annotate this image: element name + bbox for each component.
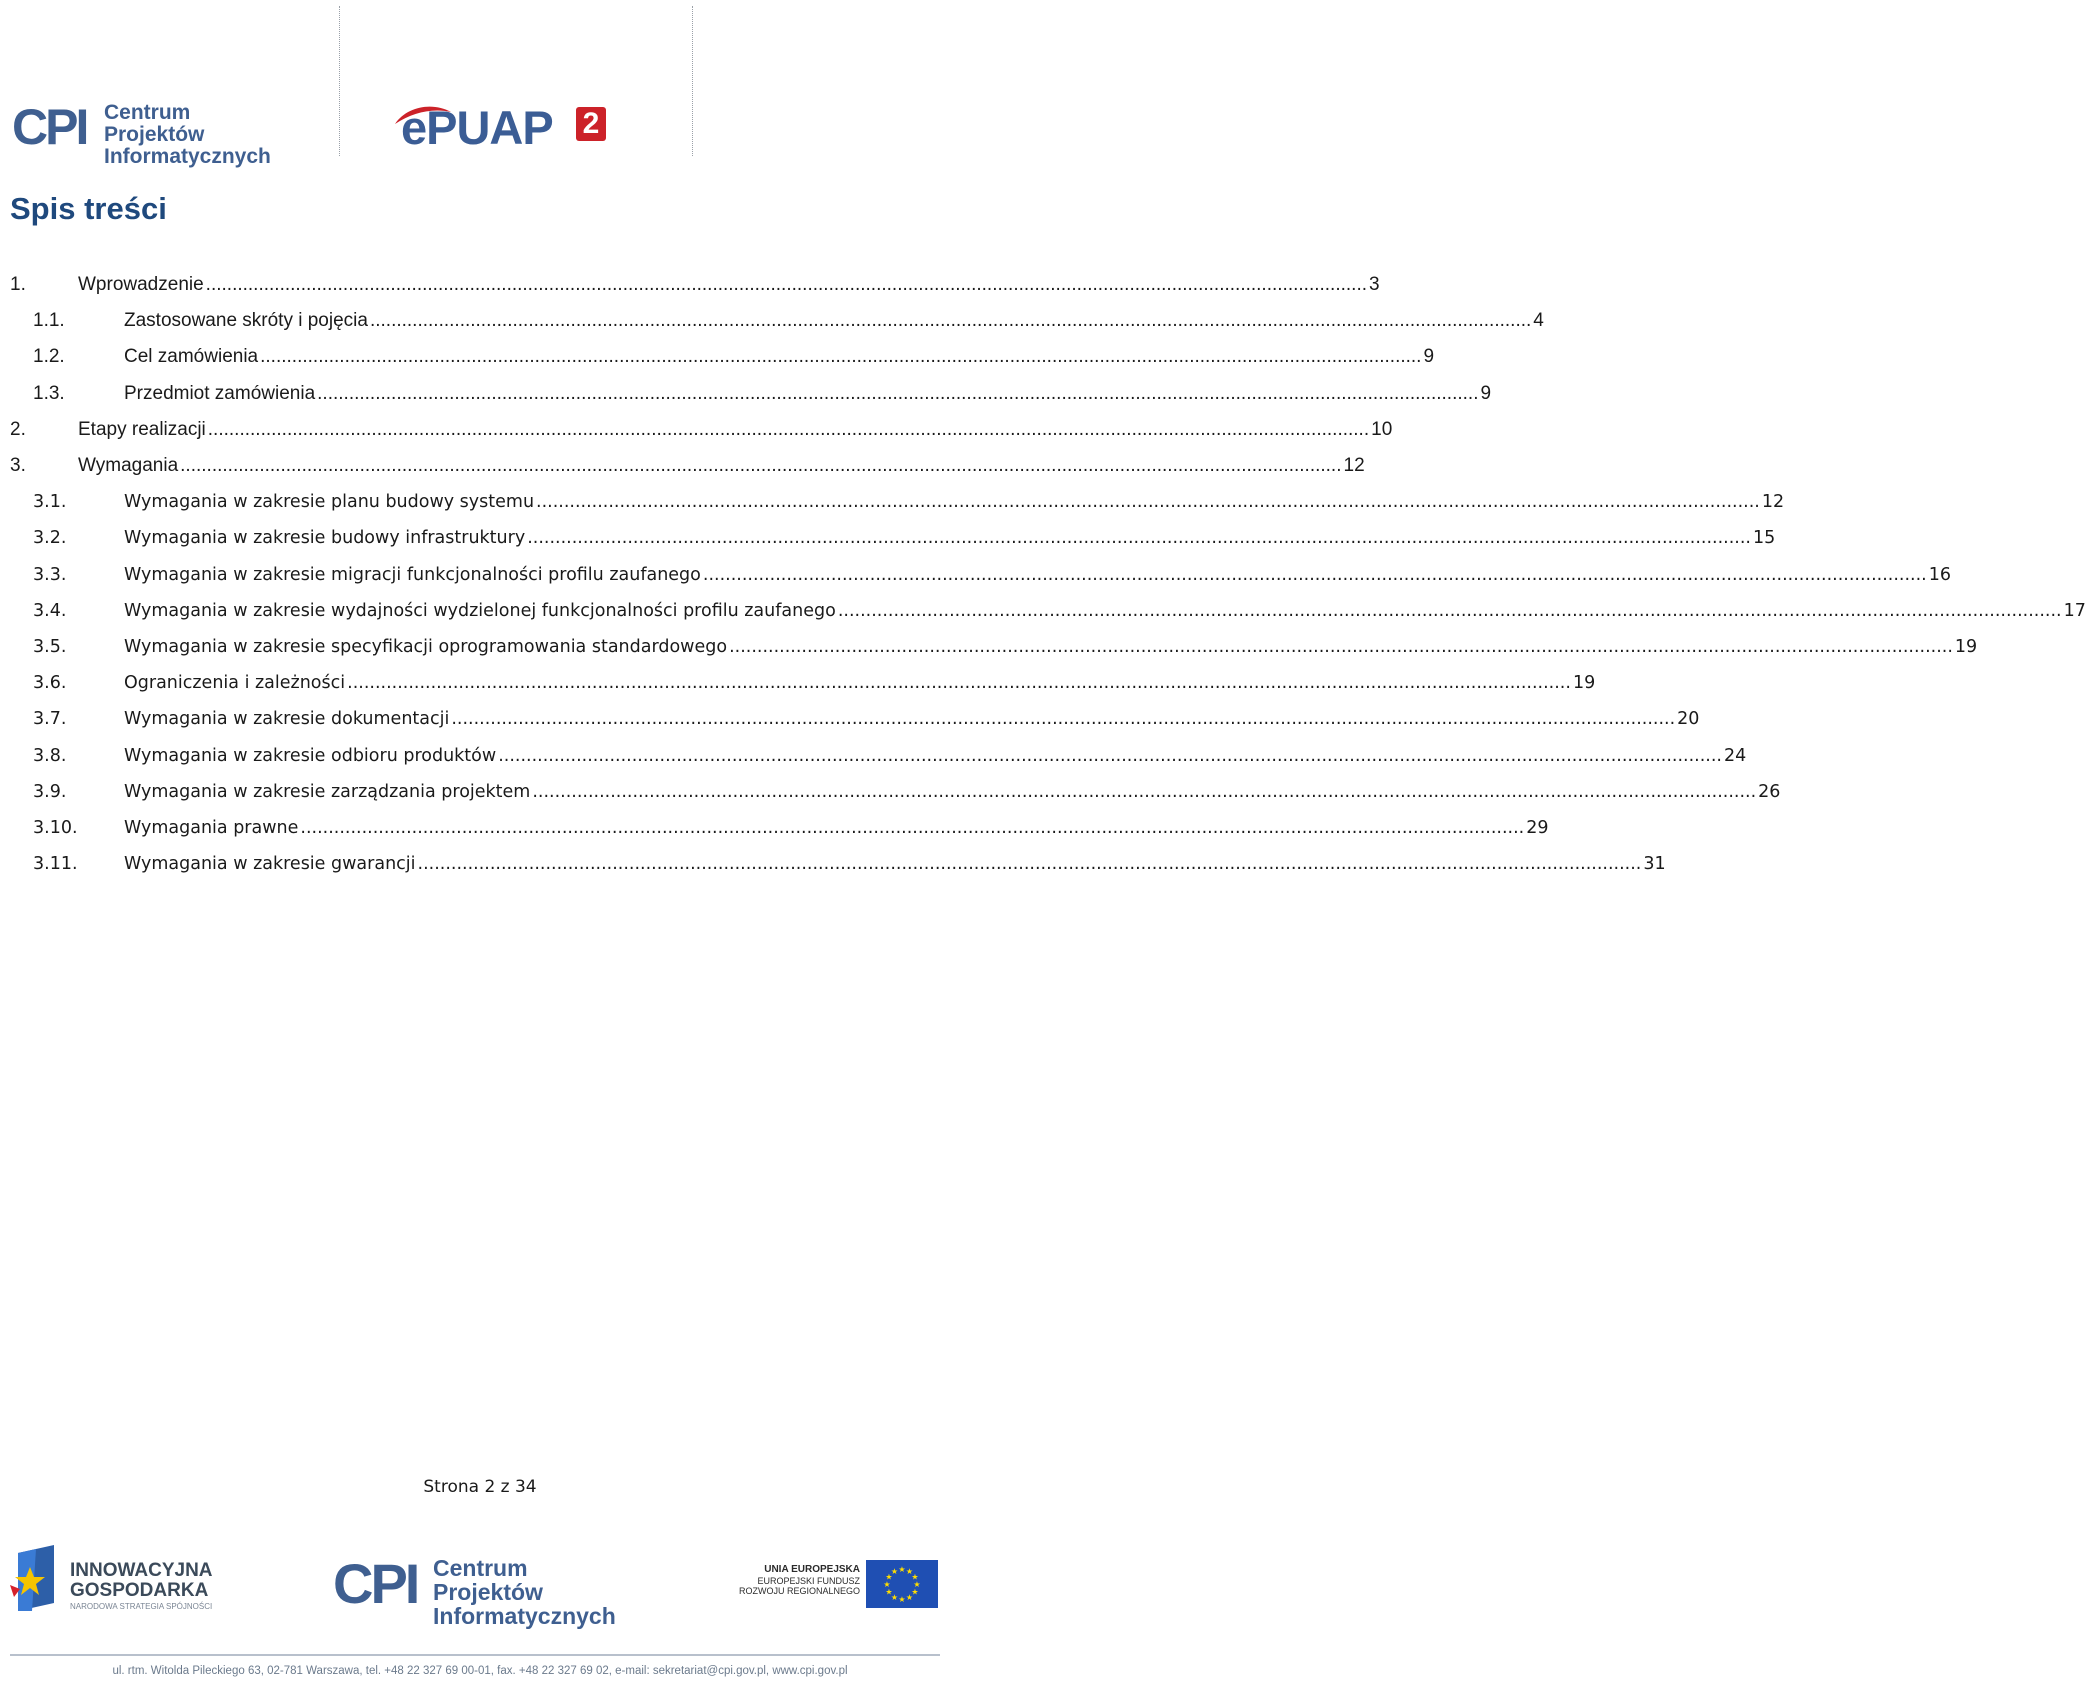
- toc-entry-title: Wymagania w zakresie gwarancji: [124, 854, 416, 874]
- cpi-logo-text: [433, 1556, 633, 1628]
- toc-entry-title: Wymagania: [78, 455, 179, 476]
- toc-entry-leader: ............................................................................................................................................................................................................................: [451, 709, 1676, 729]
- eu-star-icon: ★: [885, 1572, 893, 1582]
- eu-star-icon: ★: [883, 1580, 891, 1589]
- toc-entry[interactable]: [0, 632, 1978, 662]
- eu-star-icon: ★: [890, 1567, 899, 1576]
- toc-entry[interactable]: [0, 560, 1951, 590]
- toc-entry-title: Wymagania w zakresie wydajności wydzielonej funkcjonalności profilu zaufanego: [124, 601, 836, 621]
- epuap-header-logo: [393, 101, 618, 154]
- toc-entry-leader: ............................................................................................................................................................................................................................: [729, 637, 1953, 657]
- cpi-logo-line2: Informatycznych: [104, 145, 271, 169]
- cpi-logo-line1: Centrum Projektów: [104, 101, 205, 147]
- toc-entry-page: 12: [1761, 492, 1785, 512]
- eu-star-icon: ★: [905, 1593, 914, 1602]
- toc-entry-title: Wymagania w zakresie migracji funkcjonalności profilu zaufanego: [124, 565, 701, 585]
- toc-entry-title: Wymagania w zakresie odbioru produktów: [124, 746, 497, 766]
- toc-entry-leader: ............................................................................................................................................................................................................................: [532, 782, 1757, 802]
- cpi-logo-line2: Informatycznych: [433, 1603, 616, 1630]
- toc-entry[interactable]: [0, 342, 1435, 372]
- toc-entry[interactable]: [0, 379, 1492, 409]
- toc-entry-number: 1.2.: [33, 346, 65, 367]
- toc-entry-number: 3.9.: [33, 782, 67, 802]
- toc-entry-page: 12: [1343, 455, 1365, 476]
- toc-entry-title: Przedmiot zamówienia: [124, 383, 316, 404]
- ig-line2: GOSPODARKA: [70, 1580, 209, 1601]
- eu-star-icon: ★: [911, 1572, 919, 1582]
- toc-entry-page: 3: [1369, 274, 1380, 295]
- toc-entry-number: 3.1.: [33, 492, 67, 512]
- toc-entry-title: Wprowadzenie: [78, 274, 204, 295]
- cpi-logo-line1: Centrum Projektów: [433, 1555, 543, 1606]
- eu-star-icon: ★: [890, 1593, 899, 1602]
- ig-line1: INNOWACYJNA: [70, 1560, 213, 1581]
- toc-entry[interactable]: [0, 596, 2086, 626]
- toc-entry-leader: ............................................................................................................................................................................................................................: [702, 565, 1927, 585]
- toc-entry-page: 10: [1371, 419, 1393, 440]
- toc-entry-leader: ............................................................................................................................................................................................................................: [527, 528, 1751, 548]
- epuap-logo-number: 2: [576, 107, 606, 141]
- toc-entry-title: Wymagania w zakresie specyfikacji oprogramowania standardowego: [124, 637, 728, 657]
- toc-entry[interactable]: [0, 270, 1380, 300]
- eu-flag-icon: [866, 1560, 938, 1608]
- ig-flag-icon: [10, 1545, 62, 1615]
- toc-entry-leader: ............................................................................................................................................................................................................................: [837, 601, 2062, 621]
- eu-star-icon: ★: [905, 1567, 914, 1576]
- toc-entry-page: 16: [1928, 565, 1951, 585]
- toc-entry[interactable]: [0, 777, 1781, 807]
- cpi-logo-mark: CPI: [333, 1552, 418, 1615]
- toc-entry-title: Ograniczenia i zależności: [124, 673, 346, 693]
- toc-entry-page: 9: [1423, 346, 1435, 367]
- toc-entry-page: 19: [1954, 637, 1978, 657]
- toc-entry[interactable]: [0, 741, 1747, 771]
- toc-entry[interactable]: [0, 415, 1393, 445]
- toc-entry[interactable]: [0, 704, 1700, 734]
- epuap-logo-text: ePUAP: [401, 101, 553, 154]
- toc-entry-number: 3.10.: [33, 818, 78, 838]
- toc-entry[interactable]: [0, 451, 1365, 481]
- header-separator: [339, 6, 340, 156]
- toc-entry-number: 3.2.: [33, 528, 67, 548]
- toc-entry-page: 4: [1533, 310, 1544, 331]
- toc-entry-title: Wymagania w zakresie dokumentacji: [124, 709, 450, 729]
- toc-entry-number: 3.4.: [33, 601, 67, 621]
- toc-entry-leader: ............................................................................................................................................................................................................................: [347, 673, 1571, 693]
- toc-entry-page: 9: [1480, 383, 1492, 404]
- toc-entry-leader: ............................................................................................................................................................................................................................: [498, 746, 1722, 766]
- ue-line2: EUROPEJSKI FUNDUSZ: [757, 1575, 860, 1586]
- eu-star-icon: ★: [911, 1587, 919, 1597]
- toc-entry-number: 3.7.: [33, 709, 67, 729]
- toc-entry-page: 19: [1572, 673, 1596, 693]
- toc-entry[interactable]: [0, 668, 1596, 698]
- innowacyjna-gospodarka-logo: [10, 1545, 230, 1615]
- eu-star-icon: ★: [898, 1565, 906, 1574]
- toc-entry-title: Etapy realizacji: [78, 419, 206, 440]
- toc-entry-title: Wymagania prawne: [124, 818, 299, 838]
- toc-entry-page: 20: [1677, 709, 1700, 729]
- page-title: Spis treści: [10, 191, 167, 226]
- toc-entry-page: 29: [1526, 818, 1549, 838]
- toc-entry-leader: ............................................................................................................................................................................................................................: [317, 383, 1479, 404]
- toc-entry-title: Cel zamówienia: [124, 346, 259, 367]
- ue-line1: UNIA EUROPEJSKA: [764, 1564, 860, 1575]
- toc-entry-title: Wymagania w zakresie budowy infrastruktury: [124, 528, 526, 548]
- toc-entry-number: 1.3.: [33, 383, 65, 404]
- unia-europejska-logo: [720, 1560, 940, 1610]
- toc-entry-number: 3.11.: [33, 854, 78, 874]
- cpi-footer-logo: [333, 1552, 633, 1630]
- toc-entry-leader: ............................................................................................................................................................................................................................: [180, 455, 1342, 476]
- toc-entry[interactable]: [0, 849, 1666, 879]
- toc-entry-title: Zastosowane skróty i pojęcia: [124, 310, 368, 331]
- toc-entry-number: 1.: [10, 274, 26, 295]
- toc-entry-leader: ............................................................................................................................................................................................................................: [260, 346, 1422, 367]
- toc-entry-leader: ............................................................................................................................................................................................................................: [300, 818, 1525, 838]
- cpi-logo-text: [104, 102, 282, 168]
- toc-entry[interactable]: [0, 306, 1544, 336]
- toc-entry-page: 26: [1758, 782, 1781, 802]
- toc-entry-title: Wymagania w zakresie planu budowy systemu: [124, 492, 535, 512]
- toc-entry[interactable]: [0, 487, 1785, 517]
- toc-entry-number: 3.5.: [33, 637, 67, 657]
- footer-address: ul. rtm. Witolda Pileckiego 63, 02-781 Warszawa, tel. +48 22 327 69 00-01, fax. +48 22 327 69 02, e-mail: sekretariat@cpi.gov.pl, www.cpi.gov.pl: [112, 1665, 848, 1677]
- toc-entry-page: 31: [1643, 854, 1666, 874]
- toc-entry-number: 3.3.: [33, 565, 67, 585]
- header-separator: [692, 6, 693, 156]
- footer-rule: [10, 1654, 940, 1656]
- toc-entry-number: 2.: [10, 419, 26, 440]
- eu-star-icon: ★: [885, 1587, 893, 1597]
- eu-star-icon: ★: [898, 1595, 906, 1604]
- toc-entry-number: 3.: [10, 455, 26, 476]
- toc-entry[interactable]: [0, 813, 1549, 843]
- toc-entry-title: Wymagania w zakresie zarządzania projektem: [124, 782, 531, 802]
- cpi-logo-mark: CPI: [12, 99, 87, 155]
- toc-entry-leader: ............................................................................................................................................................................................................................: [205, 274, 1368, 295]
- ue-line3: ROZWOJU REGIONALNEGO: [738, 1585, 860, 1596]
- eu-star-icon: ★: [913, 1580, 921, 1589]
- toc-entry-leader: ............................................................................................................................................................................................................................: [207, 419, 1370, 440]
- page-number: Strona 2 z 34: [423, 1477, 537, 1497]
- toc-entry-number: 3.6.: [33, 673, 67, 693]
- toc-entry-page: 24: [1724, 746, 1747, 766]
- toc-entry-leader: ............................................................................................................................................................................................................................: [536, 492, 1760, 512]
- toc-entry-number: 3.8.: [33, 746, 67, 766]
- toc-entry-page: 15: [1753, 528, 1776, 548]
- ue-text: [720, 1564, 860, 1596]
- ig-line3: NARODOWA STRATEGIA SPÓJNOŚCI: [70, 1602, 213, 1611]
- toc-entry[interactable]: [0, 523, 1776, 553]
- toc-entry-number: 1.1.: [33, 310, 65, 331]
- toc-entry-leader: ............................................................................................................................................................................................................................: [369, 310, 1532, 331]
- toc-entry-page: 17: [2063, 601, 2086, 621]
- toc-entry-leader: ............................................................................................................................................................................................................................: [417, 854, 1642, 874]
- cpi-header-logo: [12, 99, 282, 169]
